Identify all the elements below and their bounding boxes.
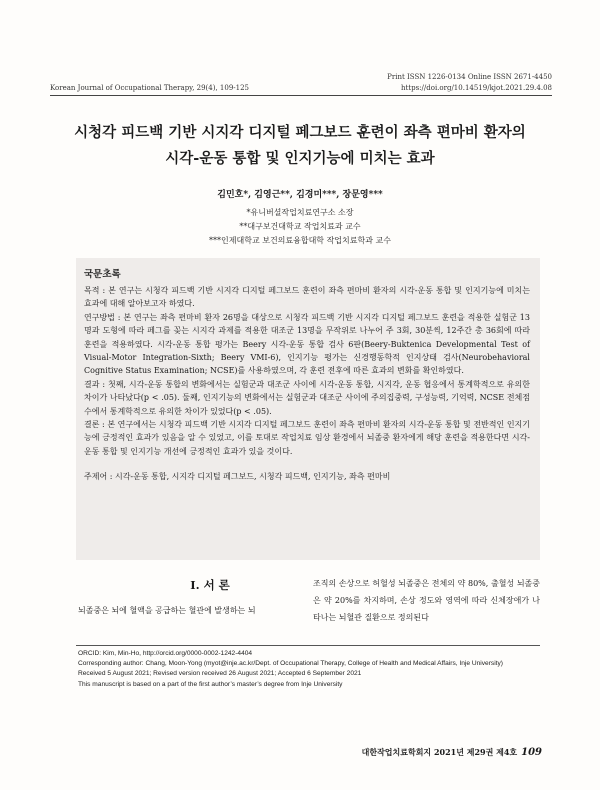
abstract-purpose: 목적 : 본 연구는 시청각 피드백 기반 시지각 디지털 페그보드 훈련이 좌측 편마비 환자의 시각-운동 통합 및 인지기능에 미치는 효과에 대해 알아보고자 하였다. (84, 286, 530, 309)
header-divider (50, 95, 552, 96)
abstract-heading: 국문초록 (84, 269, 121, 280)
journal-footer-text: 대한작업치료학회지 2021년 제29권 제4호 (361, 747, 518, 757)
paper-title (40, 120, 560, 172)
affiliation: *유니버셜작업치료연구소 소장 (246, 208, 354, 217)
footnote-received-dates: Received 5 August 2021; Revised version received 26 August 2021; Accepted 6 September 2021 (78, 670, 362, 678)
section-title-introduction: Ⅰ. 서 론 (190, 578, 230, 592)
affiliations (0, 206, 600, 248)
abstract-conclusion: 결론 : 본 연구에서는 시청각 피드백 기반 시지각 디지털 페그보드 훈련이 좌측 편마비 환자의 시각-운동 통합 및 전반적인 인지기능에 긍정적인 효과가 있음을 알 수 있었고, 이를 토대로 작업치료 임상 환경에서 뇌졸중 환자에게 해당 훈련을 적용한다면 시각-운동 통합 및 인지기능 개선에 긍정적인 효과가 있을 것이다. (84, 420, 530, 456)
abstract-results: 결과 : 첫째, 시각-운동 통합의 변화에서는 실험군과 대조군 사이에 시각-운동 통합, 시지각, 운동 협응에서 통계학적으로 유의한 차이가 나타났다(p < .05). 둘째, 인지기능의 변화에서는 실험군과 대조군 사이에 주의집중력, 구성능력, 기억력, NCSE 전체점수에서 통계학적으로 유의한 차이가 있었다(p < .05). (84, 379, 530, 416)
issn: Print ISSN 1226-0134 Online ISSN 2671-4450 (387, 73, 552, 81)
author-list: 김민호*, 김영근**, 김경미***, 장문영*** (217, 190, 383, 200)
title-line-1: 시청각 피드백 기반 시지각 디지털 페그보드 훈련이 좌측 편마비 환자의 (74, 124, 526, 141)
title-line-2: 시각-운동 통합 및 인지기능에 미치는 효과 (165, 150, 435, 167)
footnote-orcid: ORCID: Kim, Min-Ho, http://orcid.org/0000-0002-1242-4404 (78, 650, 253, 657)
issn-doi (387, 72, 552, 94)
body-text-right-column: 조직의 손상으로 허혈성 뇌졸중은 전체의 약 80%, 출혈성 뇌졸중은 약 20%를 차지하며, 손상 정도와 영역에 따라 신체장애가 나타나는 뇌혈관 질환으로 정의된다 (313, 579, 540, 622)
affiliation: **대구보건대학교 작업치료과 교수 (239, 222, 361, 231)
journal-footer (362, 747, 542, 758)
journal-citation: Korean Journal of Occupational Therapy, 29(4), 109-125 (50, 84, 250, 92)
abstract-methods: 연구방법 : 본 연구는 좌측 편마비 환자 26명을 대상으로 시청각 피드백 기반 시지각 디지털 페그보드 훈련을 적용한 실험군 13명과 도형에 따라 페그를 꽂는 시지각 과제를 적용한 대조군 13명을 무작위로 나누어 주 3회, 30분씩, 12주간 총 36회에 따라 훈련을 적용하였다. 시각-운동 통합 평가는 Beery 시각-운동 통합 검사 6판(Beery-Buktenica Developmental Test of Visual-Motor Integration-Sixth; Beery VMI-6), 인지기능 평가는 신경행동학적 인지상태 검사(Neurobehavioral Cognitive Status Examination; NCSE)를 사용하였으며, 각 훈련 전후에 따른 효과의 변화를 확인하였다. (84, 312, 530, 376)
footnotes (78, 649, 540, 690)
page-number: 109 (521, 747, 542, 758)
footnote-corresponding-author: Corresponding author: Chang, Moon-Yong (myot@inje.ac.kr/Dept. of Occupational Therapy, College of Health and Medical Affairs, Inje University) (78, 660, 504, 668)
affiliation: ***인제대학교 보건의료융합대학 작업치료학과 교수 (209, 236, 391, 245)
footnote-divider (76, 645, 540, 646)
body-text-left-column: 뇌졸중은 뇌에 혈액을 공급하는 혈관에 발생하는 뇌 (78, 606, 256, 615)
abstract-box (76, 258, 540, 560)
keywords: 주제어 : 시각-운동 통합, 시지각 디지털 페그보드, 시청각 피드백, 인지기능, 좌측 편마비 (84, 472, 391, 482)
doi-link[interactable]: https://doi.org/10.14519/kjot.2021.29.4.08 (400, 84, 552, 92)
footnote-manuscript-note: This manuscript is based on a part of the first author’s master’s degree from Inje University (78, 680, 343, 688)
